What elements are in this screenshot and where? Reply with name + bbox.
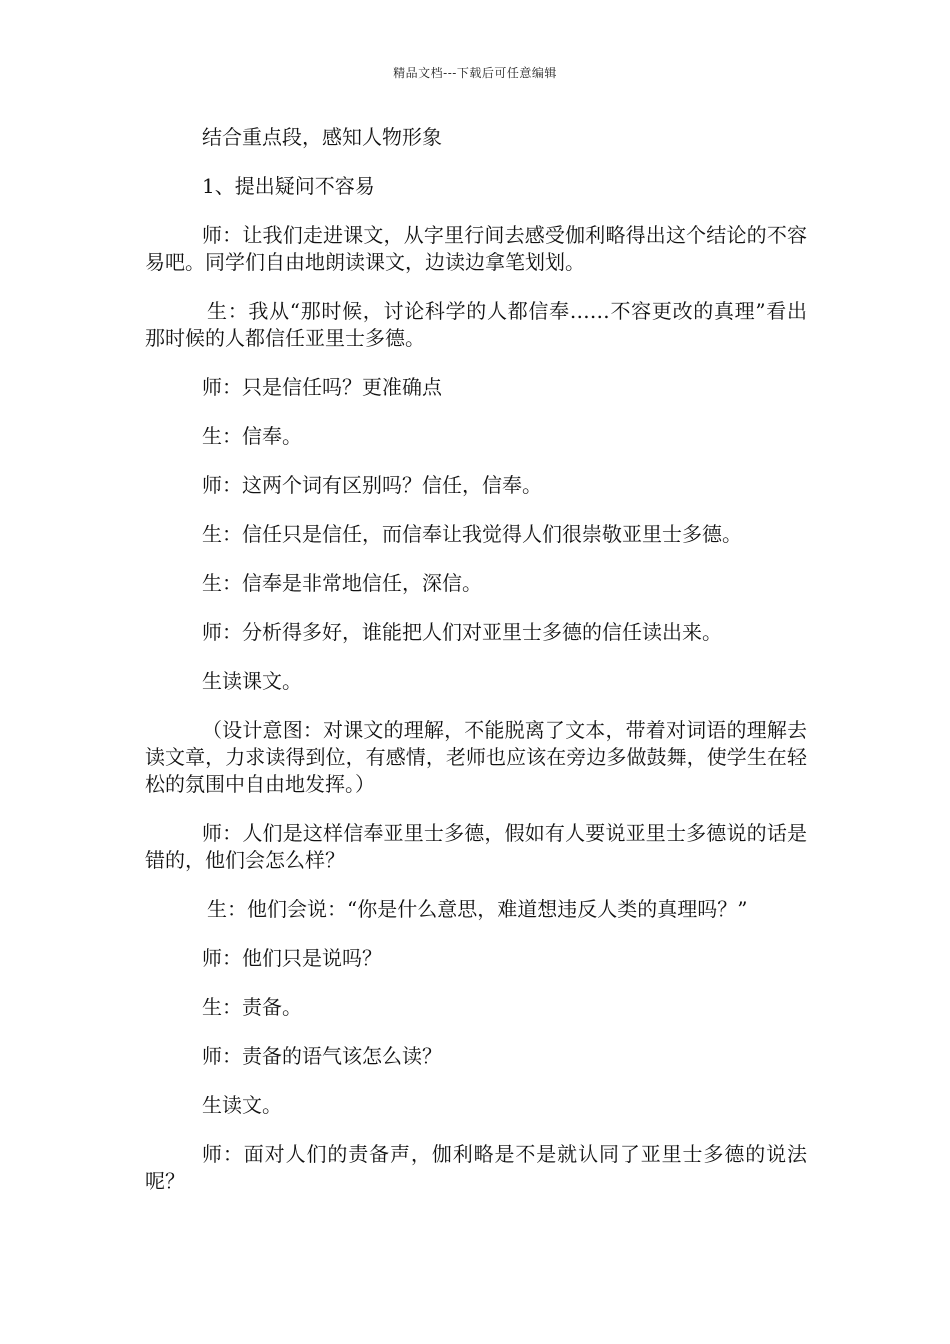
dialogue-paragraph: 师：只是信任吗？更准确点 [202, 375, 442, 399]
dialogue-paragraph: 生：他们会说：“你是什么意思，难道想违反人类的真理吗？” [207, 897, 748, 921]
dialogue-paragraph: 师：他们只是说吗？ [202, 946, 382, 970]
dialogue-paragraph: 生：信奉。 [202, 424, 302, 448]
section-heading: 结合重点段，感知人物形象 [202, 125, 442, 149]
dialogue-paragraph: 师：人们是这样信奉亚里士多德，假如有人要说亚里士多德说的话是错的，他们会怎么样？ [145, 821, 807, 872]
design-note-paragraph: （设计意图：对课文的理解，不能脱离了文本，带着对词语的理解去读文章，力求读得到位，有感情，老师也应该在旁边多做鼓舞，使学生在轻松的氛围中自由地发挥。） [145, 718, 807, 796]
document-body [145, 124, 807, 1217]
dialogue-paragraph: 生：信任只是信任，而信奉让我觉得人们很崇敬亚里士多德。 [202, 522, 742, 546]
dialogue-paragraph: 生：我从“那时候，讨论科学的人都信奉……不容更改的真理”看出那时候的人都信任亚里士多德。 [145, 299, 807, 350]
dialogue-paragraph: 师：这两个词有区别吗？信任，信奉。 [202, 473, 542, 497]
dialogue-paragraph: 师：面对人们的责备声，伽利略是不是就认同了亚里士多德的说法呢？ [145, 1142, 807, 1193]
dialogue-paragraph: 生读课文。 [202, 669, 302, 693]
dialogue-paragraph: 生：责备。 [202, 995, 302, 1019]
dialogue-paragraph: 师：分析得多好，谁能把人们对亚里士多德的信任读出来。 [202, 620, 722, 644]
dialogue-paragraph: 师：让我们走进课文，从字里行间去感受伽利略得出这个结论的不容易吧。同学们自由地朗读课文，边读边拿笔划划。 [145, 223, 807, 274]
dialogue-paragraph: 生读文。 [202, 1093, 282, 1117]
page-header: 精品文档---下载后可任意编辑 [393, 66, 557, 80]
dialogue-paragraph: 生：信奉是非常地信任，深信。 [202, 571, 482, 595]
subsection-heading: 1、提出疑问不容易 [202, 174, 375, 198]
dialogue-paragraph: 师：责备的语气该怎么读？ [202, 1044, 442, 1068]
